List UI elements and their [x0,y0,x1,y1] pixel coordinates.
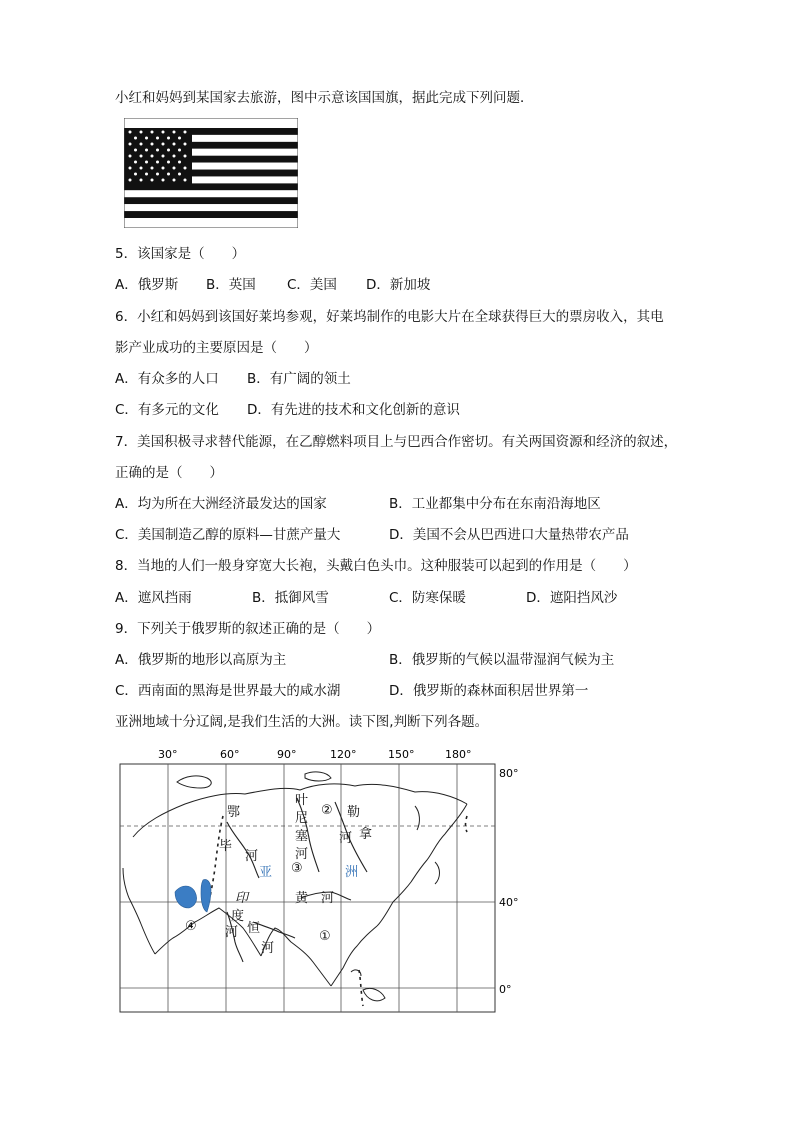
q5-option-c[interactable]: C．美国 [287,277,337,293]
yenisei-label-char3: 塞 [295,829,309,844]
flag-star [140,143,143,146]
flag-star [184,179,187,182]
q6-option-d[interactable]: D．有先进的技术和文化创新的意识 [247,402,460,418]
flag-star [140,155,143,158]
flag-star [145,149,148,152]
lon-label-90: 90° [277,748,297,761]
flag-star [184,131,187,134]
ob-label-char2: 毕 [219,839,233,854]
flag-star [167,161,170,164]
lat-label-0: 0° [499,983,512,996]
ob-label-char3: 河 [245,849,259,864]
lon-label-60: 60° [220,748,240,761]
flag-star [156,137,159,140]
intro-text: 小红和妈妈到某国家去旅游，图中示意该国国旗，据此完成下列问题． [115,90,534,106]
flag-star [140,179,143,182]
q9-stem: 9．下列关于俄罗斯的叙述正确的是（ ） [115,621,381,637]
flag-star [151,143,154,146]
national-flag-image [124,118,298,228]
q8-stem: 8．当地的人们一般身穿宽大长袍，头戴白色头巾。这种服装可以起到的作用是（ ） [115,558,637,574]
q7-option-a[interactable]: A．均为所在大洲经济最发达的国家 [115,496,327,512]
q9-option-a[interactable]: A．俄罗斯的地形以高原为主 [115,652,287,668]
flag-star [167,173,170,176]
flag-star [134,149,137,152]
flag-star [167,137,170,140]
q6-option-b[interactable]: B．有广阔的领土 [247,371,351,387]
q5-option-a[interactable]: A．俄罗斯 [115,277,179,293]
q5-stem: 5．该国家是（ ） [115,246,246,262]
asia-label-char2: 洲 [345,865,359,880]
ob-label-char1: 鄂 [227,805,241,820]
yenisei-label-char4: 河 [295,847,309,862]
q7-option-b[interactable]: B．工业都集中分布在东南沿海地区 [389,496,601,512]
q8-option-a[interactable]: A．遮风挡雨 [115,590,192,606]
indus-label-char2: 度 [231,909,245,924]
q8-option-d[interactable]: D．遮阳挡风沙 [526,590,618,606]
circle-label-4: ④ [185,919,197,934]
lena-label-char2: 拿 [359,827,373,842]
flag-star [173,131,176,134]
circle-label-2: ② [321,803,333,818]
yenisei-label-char1: 叶 [295,793,309,808]
yenisei-label-char2: 尼 [295,811,309,826]
flag-star [129,179,132,182]
asia-label-char1: 亚 [259,865,273,880]
indus-label-char3: 河 [225,925,239,940]
ganges-label-char2: 河 [261,941,275,956]
circle-label-1: ① [319,929,331,944]
q9-option-d[interactable]: D．俄罗斯的森林面积居世界第一 [389,683,589,699]
lat-label-80: 80° [499,767,519,780]
q7-option-c[interactable]: C．美国制造乙醇的原料—甘蔗产量大 [115,527,341,543]
flag-star [184,155,187,158]
flag-star [129,167,132,170]
flag-stripe [124,190,298,197]
q8-option-b[interactable]: B．抵御风雪 [252,590,329,606]
q6-stem-line1: 6．小红和妈妈到该国好莱坞参观，好莱坞制作的电影大片在全球获得巨大的票房收入，其电 [115,309,664,325]
q7-stem-line1: 7．美国积极寻求替代能源，在乙醇燃料项目上与巴西合作密切。有关两国资源和经济的叙述， [115,434,678,450]
flag-star [151,167,154,170]
flag-star [178,173,181,176]
lat-label-40: 40° [499,896,519,909]
lon-label-30: 30° [158,748,178,761]
circle-label-3: ③ [291,861,303,876]
flag-star [156,149,159,152]
flag-star [167,149,170,152]
flag-stripe [124,197,298,204]
flag-star [145,161,148,164]
flag-star [145,137,148,140]
flag-star [151,155,154,158]
flag-stripe [124,204,298,211]
flag-star [134,161,137,164]
flag-star [151,131,154,134]
yellow-river-label-char1: 黄 [295,891,309,906]
flag-star [178,161,181,164]
q6-option-a[interactable]: A．有众多的人口 [115,371,219,387]
flag-star [134,137,137,140]
yellow-river-label-char2: 河 [321,891,335,906]
flag-star [184,143,187,146]
q6-stem-line2: 影产业成功的主要原因是（ ） [115,340,318,356]
flag-star [173,179,176,182]
flag-star [178,149,181,152]
flag-star [129,131,132,134]
flag-star [184,167,187,170]
ganges-label-char1: 恒 [247,921,261,936]
flag-star [129,143,132,146]
q9-option-c[interactable]: C．西南面的黑海是世界最大的咸水湖 [115,683,341,699]
lon-label-180: 180° [445,748,472,761]
flag-star [145,173,148,176]
flag-stripe [124,211,298,218]
lon-label-150: 150° [388,748,415,761]
flag-star [162,131,165,134]
flag-star [162,143,165,146]
flag-star [156,173,159,176]
flag-star [134,173,137,176]
q5-option-d[interactable]: D．新加坡 [366,277,431,293]
q5-option-b[interactable]: B．英国 [206,277,256,293]
asia-map [115,742,525,1018]
q6-option-c[interactable]: C．有多元的文化 [115,402,219,418]
flag-star [173,167,176,170]
flag-star [140,131,143,134]
flag-star [162,167,165,170]
q8-option-c[interactable]: C．防寒保暖 [389,590,466,606]
asia-intro-text: 亚洲地域十分辽阔,是我们生活的大洲。读下图,判断下列各题。 [115,714,489,730]
flag-star [173,143,176,146]
q9-option-b[interactable]: B．俄罗斯的气候以温带湿润气候为主 [389,652,615,668]
flag-star [162,179,165,182]
q7-option-d[interactable]: D．美国不会从巴西进口大量热带农产品 [389,527,629,543]
flag-star [178,137,181,140]
flag-star [162,155,165,158]
indus-label-char1: 印 [235,891,249,906]
flag-star [173,155,176,158]
flag-star [129,155,132,158]
q7-stem-line2: 正确的是（ ） [115,465,223,481]
flag-star [140,167,143,170]
lena-label-char3: 河 [339,831,353,846]
flag-star [151,179,154,182]
lon-label-120: 120° [330,748,357,761]
flag-star [156,161,159,164]
lena-label-char1: 勒 [347,805,361,820]
